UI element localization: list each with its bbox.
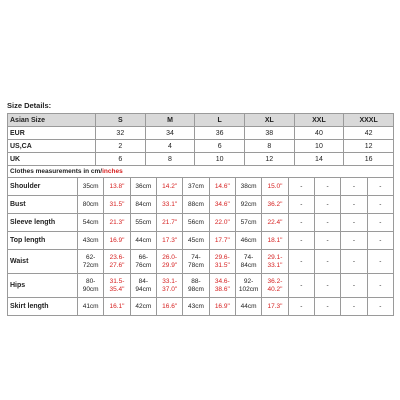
cm-cell: 37cm <box>183 178 209 196</box>
inch-cell: 18.1" <box>262 232 288 250</box>
cm-cell: 88cm <box>183 196 209 214</box>
empty-cell: - <box>314 214 340 232</box>
empty-cell: - <box>367 214 393 232</box>
empty-cell: - <box>314 250 340 274</box>
size-cell: 2 <box>96 140 146 153</box>
empty-cell: - <box>367 298 393 316</box>
measurement-label: Sleeve length <box>8 214 78 232</box>
measurement-row-sleeve-length <box>8 214 394 232</box>
inch-cell: 13.8" <box>104 178 130 196</box>
size-cell: 8 <box>145 153 195 166</box>
size-cell: 36 <box>195 127 245 140</box>
inch-cell: 34.6-38.6" <box>209 274 235 298</box>
size-cell: 34 <box>145 127 195 140</box>
empty-cell: - <box>341 178 367 196</box>
inch-cell: 33.1-37.0" <box>156 274 182 298</box>
measurements-section-header <box>8 166 394 178</box>
cm-cell: 56cm <box>183 214 209 232</box>
header-size-m: M <box>145 114 195 127</box>
cm-cell: 35cm <box>78 178 104 196</box>
empty-cell: - <box>367 178 393 196</box>
inch-cell: 15.0" <box>262 178 288 196</box>
size-cell: 16 <box>344 153 394 166</box>
row-label: US,CA <box>8 140 96 153</box>
empty-cell: - <box>341 274 367 298</box>
empty-cell: - <box>367 196 393 214</box>
cm-cell: 44cm <box>235 298 261 316</box>
size-cell: 42 <box>344 127 394 140</box>
size-cell: 12 <box>344 140 394 153</box>
inch-cell: 31.5-35.4" <box>104 274 130 298</box>
size-cell: 4 <box>145 140 195 153</box>
measurement-label: Shoulder <box>8 178 78 196</box>
cm-cell: 45cm <box>183 232 209 250</box>
empty-cell: - <box>367 250 393 274</box>
measurement-label: Waist <box>8 250 78 274</box>
empty-cell: - <box>314 178 340 196</box>
inch-cell: 14.6" <box>209 178 235 196</box>
measurements-table <box>7 165 394 316</box>
inch-cell: 16.9" <box>209 298 235 316</box>
measurement-label: Hips <box>8 274 78 298</box>
cm-cell: 42cm <box>130 298 156 316</box>
empty-cell: - <box>314 196 340 214</box>
size-row-us-ca <box>8 140 394 153</box>
measurement-row-hips <box>8 274 394 298</box>
section-title <box>8 166 394 178</box>
cm-cell: 80-90cm <box>78 274 104 298</box>
measurement-label: Skirt length <box>8 298 78 316</box>
empty-cell: - <box>341 214 367 232</box>
empty-cell: - <box>314 232 340 250</box>
cm-cell: 43cm <box>183 298 209 316</box>
empty-cell: - <box>341 196 367 214</box>
inch-cell: 16.6" <box>156 298 182 316</box>
measurement-row-bust <box>8 196 394 214</box>
inch-cell: 36.2" <box>262 196 288 214</box>
size-row-eur <box>8 127 394 140</box>
inch-cell: 22.0" <box>209 214 235 232</box>
cm-cell: 44cm <box>130 232 156 250</box>
empty-cell: - <box>288 214 314 232</box>
measurement-row-shoulder <box>8 178 394 196</box>
cm-cell: 74-84cm <box>235 250 261 274</box>
inch-cell: 21.3" <box>104 214 130 232</box>
section-title-suffix: inches <box>102 168 123 175</box>
inch-cell: 29.1-33.1" <box>262 250 288 274</box>
empty-cell: - <box>288 196 314 214</box>
inch-cell: 21.7" <box>156 214 182 232</box>
cm-cell: 36cm <box>130 178 156 196</box>
cm-cell: 92-102cm <box>235 274 261 298</box>
measurement-row-skirt-length <box>8 298 394 316</box>
cm-cell: 84-94cm <box>130 274 156 298</box>
header-size-s: S <box>96 114 146 127</box>
size-cell: 32 <box>96 127 146 140</box>
header-size-l: L <box>195 114 245 127</box>
empty-cell: - <box>314 298 340 316</box>
cm-cell: 41cm <box>78 298 104 316</box>
inch-cell: 14.2" <box>156 178 182 196</box>
size-cell: 10 <box>294 140 344 153</box>
empty-cell: - <box>288 250 314 274</box>
size-cell: 40 <box>294 127 344 140</box>
header-size-xxl: XXL <box>294 114 344 127</box>
cm-cell: 57cm <box>235 214 261 232</box>
inch-cell: 36.2-40.2" <box>262 274 288 298</box>
empty-cell: - <box>341 298 367 316</box>
cm-cell: 46cm <box>235 232 261 250</box>
header-size-xxxl: XXXL <box>344 114 394 127</box>
empty-cell: - <box>367 274 393 298</box>
empty-cell: - <box>288 274 314 298</box>
size-cell: 6 <box>195 140 245 153</box>
size-cell: 8 <box>244 140 294 153</box>
inch-cell: 33.1" <box>156 196 182 214</box>
empty-cell: - <box>288 178 314 196</box>
empty-cell: - <box>314 274 340 298</box>
size-header-row <box>8 114 394 127</box>
empty-cell: - <box>341 250 367 274</box>
inch-cell: 16.9" <box>104 232 130 250</box>
header-size-xl: XL <box>244 114 294 127</box>
size-cell: 6 <box>96 153 146 166</box>
inch-cell: 34.6" <box>209 196 235 214</box>
page-title: Size Details: <box>7 101 52 110</box>
empty-cell: - <box>288 298 314 316</box>
cm-cell: 38cm <box>235 178 261 196</box>
size-cell: 14 <box>294 153 344 166</box>
cm-cell: 62-72cm <box>78 250 104 274</box>
inch-cell: 16.1" <box>104 298 130 316</box>
measurement-label: Top length <box>8 232 78 250</box>
inch-cell: 23.6-27.6" <box>104 250 130 274</box>
row-label: EUR <box>8 127 96 140</box>
measurement-label: Bust <box>8 196 78 214</box>
size-conversion-table <box>7 113 394 166</box>
inch-cell: 17.7" <box>209 232 235 250</box>
cm-cell: 80cm <box>78 196 104 214</box>
size-row-uk <box>8 153 394 166</box>
measurement-row-top-length <box>8 232 394 250</box>
inch-cell: 26.0-29.9" <box>156 250 182 274</box>
empty-cell: - <box>288 232 314 250</box>
inch-cell: 22.4" <box>262 214 288 232</box>
cm-cell: 66-76cm <box>130 250 156 274</box>
cm-cell: 54cm <box>78 214 104 232</box>
header-asian-size: Asian Size <box>8 114 96 127</box>
inch-cell: 31.5" <box>104 196 130 214</box>
cm-cell: 88-98cm <box>183 274 209 298</box>
measurement-row-waist <box>8 250 394 274</box>
inch-cell: 17.3" <box>156 232 182 250</box>
size-cell: 38 <box>244 127 294 140</box>
inch-cell: 29.6-31.5" <box>209 250 235 274</box>
cm-cell: 74-78cm <box>183 250 209 274</box>
empty-cell: - <box>367 232 393 250</box>
inch-cell: 17.3" <box>262 298 288 316</box>
section-title-prefix: Clothes measurements in cm/ <box>10 168 103 175</box>
size-details-document <box>7 100 393 316</box>
cm-cell: 84cm <box>130 196 156 214</box>
row-label: UK <box>8 153 96 166</box>
cm-cell: 92cm <box>235 196 261 214</box>
empty-cell: - <box>341 232 367 250</box>
size-cell: 12 <box>244 153 294 166</box>
size-cell: 10 <box>195 153 245 166</box>
cm-cell: 43cm <box>78 232 104 250</box>
cm-cell: 55cm <box>130 214 156 232</box>
